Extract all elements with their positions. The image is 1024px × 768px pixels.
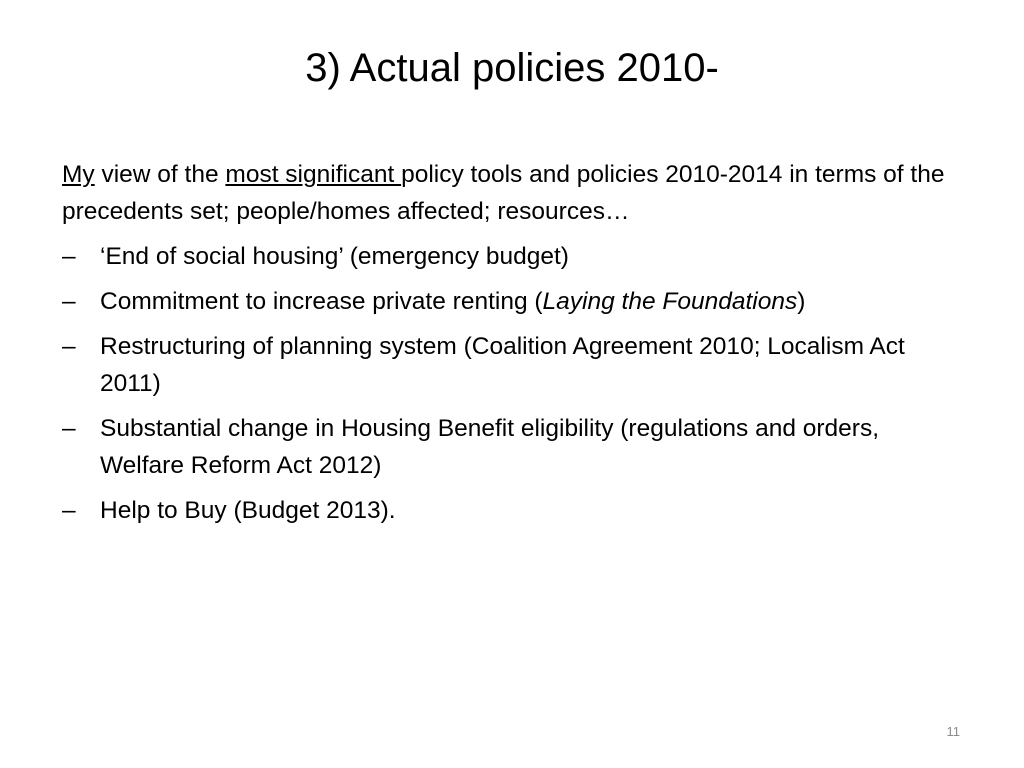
list-item-text (100, 288, 805, 315)
policy-list (62, 238, 962, 537)
dash-bullet: – (62, 415, 76, 442)
list-item-text-pre: Commitment to increase private renting ( (100, 288, 543, 315)
list-item (62, 328, 962, 402)
page-number: 11 (946, 724, 960, 739)
dash-bullet: – (62, 288, 76, 315)
intro-paragraph (62, 156, 962, 230)
list-item-text: Restructuring of planning system (Coalition Agreement 2010; Localism Act 2011) (100, 333, 905, 397)
list-item (62, 283, 962, 320)
dash-bullet: – (62, 243, 76, 270)
list-item-text: Substantial change in Housing Benefit eligibility (regulations and orders, Welfare Reform Act 2012) (100, 415, 880, 479)
slide-title: 3) Actual policies 2010- (305, 46, 719, 90)
list-item (62, 410, 962, 484)
intro-text-2: policy tools and policies 2010-2014 in terms of the precedents set; people/homes affected; resources… (62, 161, 945, 225)
list-item (62, 238, 962, 275)
intro-emphasis-most-significant: most significant (225, 161, 402, 188)
intro-text-1: view of the (94, 161, 226, 188)
intro-emphasis-my: My (62, 161, 95, 188)
list-item (62, 492, 962, 529)
list-item-text: ‘End of social housing’ (emergency budget) (100, 243, 569, 270)
document-title-italic: Laying the Foundations (542, 288, 798, 315)
dash-bullet: – (62, 333, 76, 360)
list-item-text-post: ) (797, 288, 806, 315)
list-item-text: Help to Buy (Budget 2013). (100, 497, 396, 524)
dash-bullet: – (62, 497, 76, 524)
